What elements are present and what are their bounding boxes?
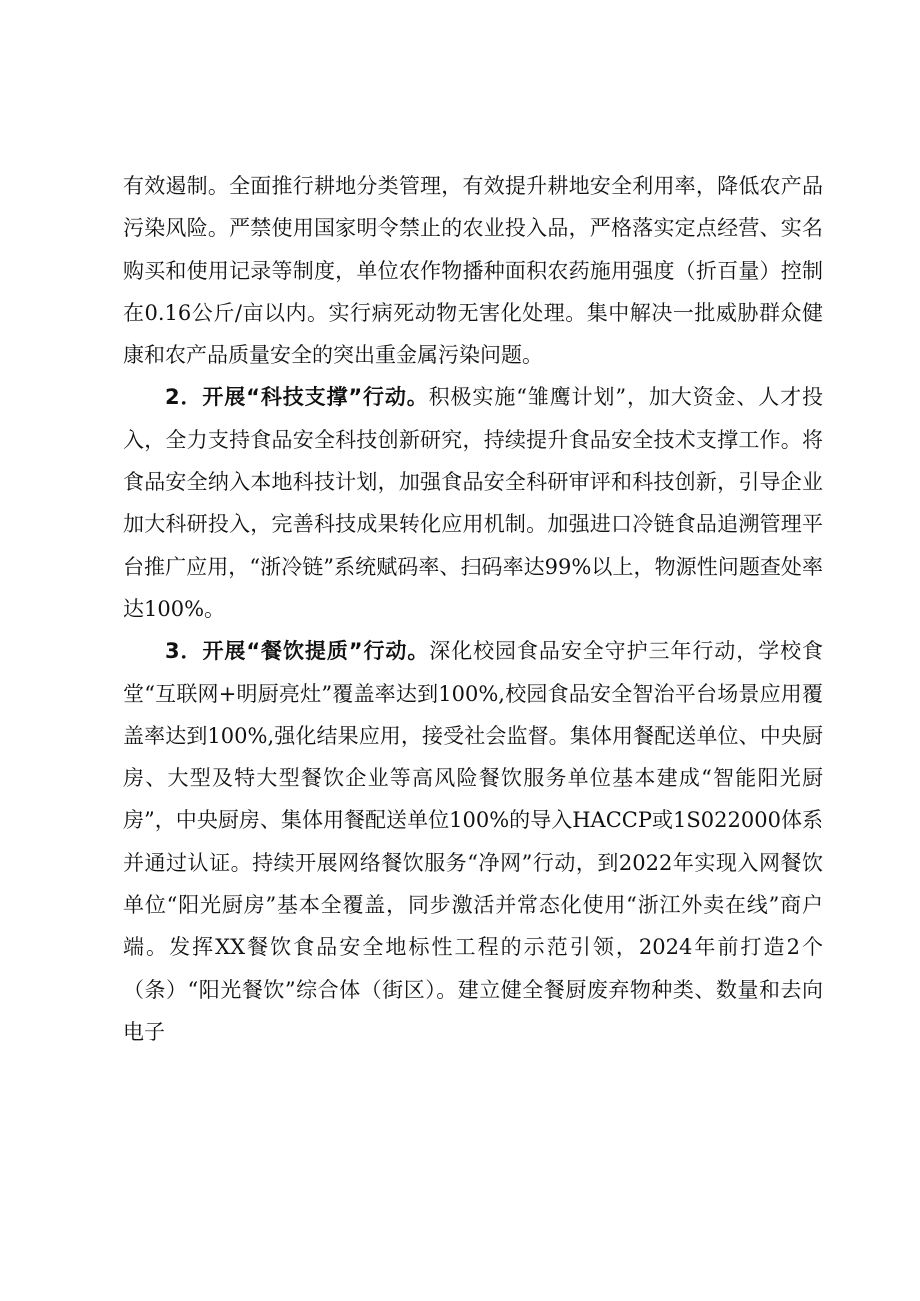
paragraph-text: 深化校园食品安全守护三年行动，学校食堂“互联网+明厨亮灶”覆盖率达到100%,校园食品安全智治平台场景应用覆盖率达到100%,强化结果应用，接受社会监督。集体用餐配送单位、中央厨房、大型及特大型餐饮企业等高风险餐饮服务单位基本建成“智能阳光厨房”，中央厨房、集体用餐配送单位100%的导入HACCP或1S022000体系并通过认证。持续开展网络餐饮服务“净网”行动，到2022年实现入网餐饮单位“阳光厨房”基本全覆盖，同步激活并常态化使用“浙江外卖在线”商户端。发挥XX餐饮食品安全地标性工程的示范引领，2024年前打造2个（条）“阳光餐饮”综合体（街区）。建立健全餐厨废弃物种类、数量和去向电子 — [123, 639, 824, 1044]
document-body — [123, 165, 823, 1053]
section-heading: 3．开展“餐饮提质”行动。 — [165, 639, 430, 664]
section-heading: 2．开展“科技支撑”行动。 — [165, 385, 429, 410]
paragraph-catering-quality — [123, 630, 823, 1053]
paragraph-continuation — [123, 165, 823, 376]
paragraph-text: 有效遏制。全面推行耕地分类管理，有效提升耕地安全利用率，降低农产品污染风险。严禁使用国家明令禁止的农业投入品，严格落实定点经营、实名购买和使用记录等制度，单位农作物播种面积农药施用强度（折百量）控制在0.16公斤/亩以内。实行病死动物无害化处理。集中解决一批威胁群众健康和农产品质量安全的突出重金属污染问题。 — [123, 174, 823, 368]
paragraph-tech-support — [123, 376, 823, 630]
paragraph-text: 积极实施“雏鹰计划”，加大资金、人才投入，全力支持食品安全科技创新研究，持续提升食品安全技术支撑工作。将食品安全纳入本地科技计划，加强食品安全科研审评和科技创新，引导企业加大科研投入，完善科技成果转化应用机制。加强进口冷链食品追溯管理平台推广应用，“浙冷链”系统赋码率、扫码率达99%以上，物源性问题查处率达100%。 — [123, 385, 823, 621]
